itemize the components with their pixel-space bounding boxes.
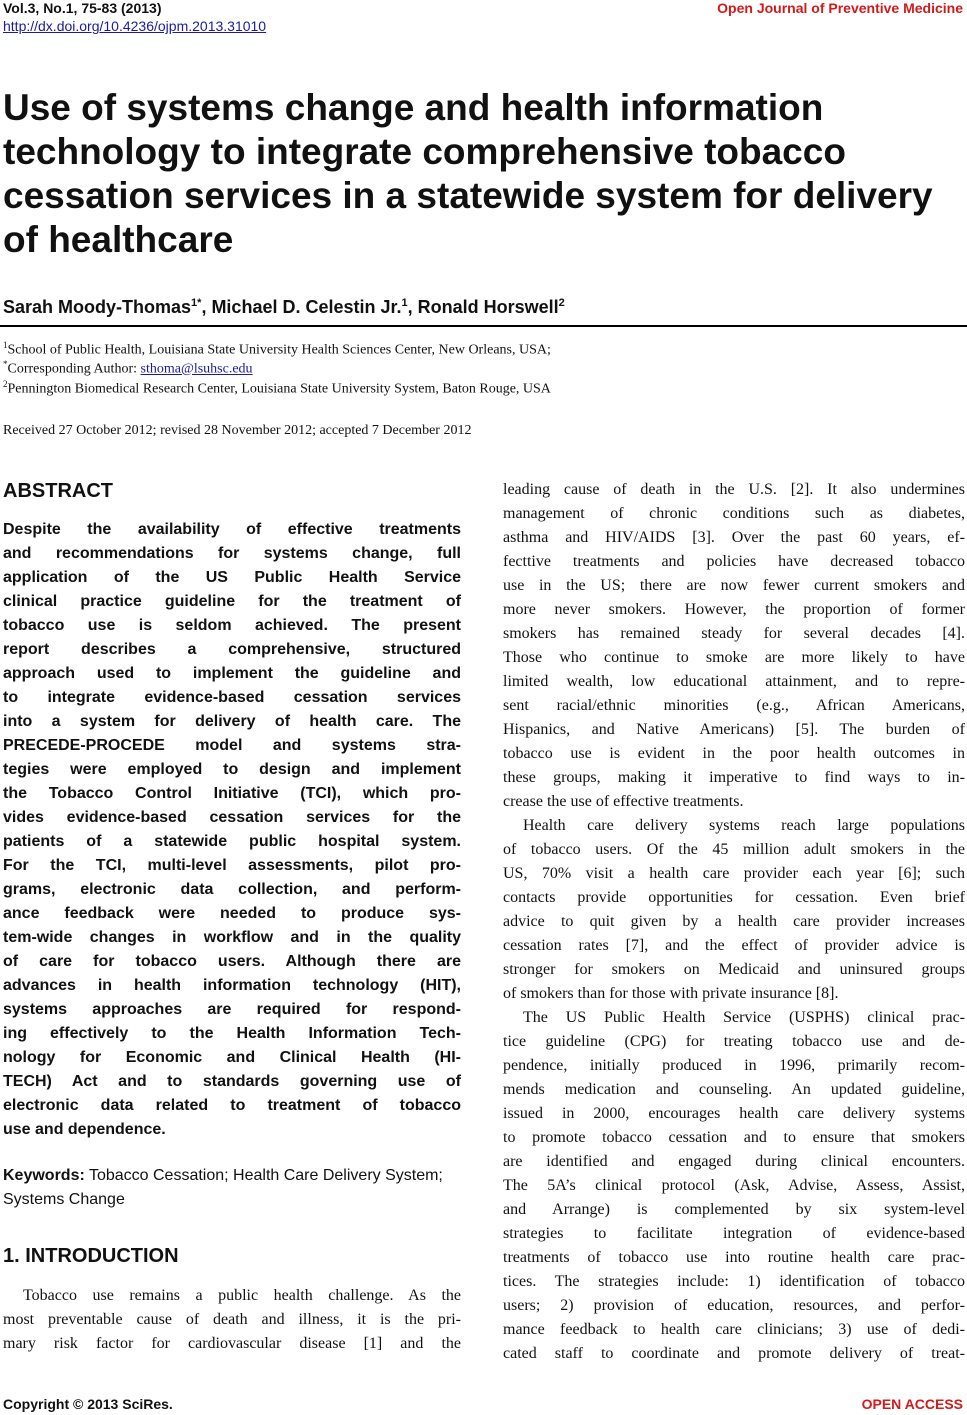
- doi-link[interactable]: http://dx.doi.org/10.4236/ojpm.2013.31010: [3, 18, 267, 34]
- text-line: crease the use of effective treatments.: [503, 793, 744, 810]
- text-line: ing effectively to the Health Information Tech-: [3, 1025, 461, 1042]
- text-line: to promote tobacco cessation and to ensure that smokers: [503, 1129, 965, 1146]
- text-line: stronger for smokers on Medicaid and uninsured groups: [503, 961, 965, 978]
- text-line: clinical practice guideline for the treatment of: [3, 593, 461, 610]
- journal-volume: Vol.3, No.1, 75-83 (2013): [3, 0, 162, 16]
- abstract-section: [3, 478, 461, 1142]
- keywords-label: Keywords:: [3, 1167, 85, 1184]
- received-dates: Received 27 October 2012; revised 28 November 2012; accepted 7 December 2012: [3, 423, 472, 438]
- abstract-heading: ABSTRACT: [3, 480, 113, 502]
- author-list: [3, 297, 565, 318]
- text-line: vides evidence-based cessation services for the: [3, 809, 461, 826]
- text-line: leading cause of death in the U.S. [2]. It also undermines: [503, 481, 965, 498]
- affiliation-mark: *: [3, 359, 8, 369]
- author-affiliation-mark: 1*: [191, 297, 202, 309]
- text-line: mance feedback to health care clinicians; 3) use of dedi-: [503, 1321, 965, 1338]
- text-line: Health care delivery systems reach large populations: [523, 817, 965, 834]
- text-line: smokers has remained steady for several decades [4].: [503, 625, 965, 642]
- text-line: Tobacco use remains a public health challenge. As the: [23, 1287, 461, 1304]
- affiliation-text: Pennington Biomedical Research Center, Louisiana State University System, Baton Rouge, USA: [7, 381, 551, 397]
- text-line: The US Public Health Service (USPHS) clinical prac-: [523, 1009, 965, 1026]
- title-line: of healthcare: [3, 219, 234, 260]
- text-line: report describes a comprehensive, structured: [3, 641, 461, 658]
- text-line: more never smokers. However, the proportion of former: [503, 601, 965, 618]
- corresponding-author-label: Corresponding Author:: [7, 361, 141, 377]
- text-line: advances in health information technology (HIT),: [3, 977, 461, 994]
- text-line: nology for Economic and Clinical Health (HI-: [3, 1049, 461, 1066]
- text-line: PRECEDE-PROCEDE model and systems stra-: [3, 737, 461, 754]
- abstract-body: [3, 518, 461, 1142]
- copyright-notice: Copyright © 2013 SciRes.: [3, 1396, 173, 1412]
- title-line: cessation services in a statewide system for delivery: [3, 175, 933, 216]
- text-line: asthma and HIV/AIDS [3]. Over the past 60 years, ef-: [503, 529, 965, 546]
- text-line: Despite the availability of effective treatments: [3, 521, 461, 538]
- author-affiliation-mark: 1: [401, 297, 408, 309]
- text-line: approach used to implement the guideline and: [3, 665, 461, 682]
- text-line: patients of a statewide public hospital system.: [3, 833, 461, 850]
- text-line: US, 70% visit a health care provider each year [6]; such: [503, 865, 965, 882]
- text-line: tegies were employed to design and implement: [3, 761, 461, 778]
- author-affiliation-mark: 2: [558, 297, 565, 309]
- affiliation: [3, 340, 551, 359]
- journal-name: Open Journal of Preventive Medicine: [717, 0, 963, 16]
- text-line: tices. The strategies include: 1) identification of tobacco: [503, 1273, 965, 1290]
- text-line: The 5A’s clinical protocol (Ask, Advise, Assess, Assist,: [503, 1177, 965, 1194]
- title-line: technology to integrate comprehensive tobacco: [3, 131, 846, 172]
- paper-title: [3, 86, 965, 262]
- text-line: cated staff to coordinate and promote delivery of treat-: [503, 1345, 965, 1362]
- text-line: into a system for delivery of health care. The: [3, 713, 461, 730]
- text-line: issued in 2000, encourages health care delivery systems: [503, 1105, 965, 1122]
- text-line: grams, electronic data collection, and perform-: [3, 881, 461, 898]
- text-line: TECH) Act and to standards governing use of: [3, 1073, 461, 1090]
- title-divider: [0, 325, 967, 327]
- text-line: tice guideline (CPG) for treating tobacco use and de-: [503, 1033, 965, 1050]
- text-line: and recommendations for systems change, full: [3, 545, 461, 562]
- text-line: application of the US Public Health Service: [3, 569, 461, 586]
- text-line: Those who continue to smoke are more likely to have: [503, 649, 965, 666]
- text-line: of smokers than for those with private insurance [8].: [503, 985, 839, 1002]
- title-line: Use of systems change and health information: [3, 87, 824, 128]
- text-line: these groups, making it imperative to find ways to in-: [503, 769, 965, 786]
- keywords-text: Tobacco Cessation; Health Care Delivery System; Systems Change: [3, 1167, 443, 1208]
- text-line: mends medication and counseling. An updated guideline,: [503, 1081, 965, 1098]
- text-line: electronic data related to treatment of tobacco: [3, 1097, 461, 1114]
- text-line: to integrate evidence-based cessation services: [3, 689, 461, 706]
- text-line: sent racial/ethnic minorities (e.g., African Americans,: [503, 697, 965, 714]
- text-line: use in the US; there are now fewer current smokers and: [503, 577, 965, 594]
- text-line: tobacco use is evident in the poor health outcomes in: [503, 745, 965, 762]
- open-access-label: OPEN ACCESS: [861, 1396, 963, 1412]
- keywords: [3, 1164, 461, 1212]
- text-line: the Tobacco Control Initiative (TCI), which pro-: [3, 785, 461, 802]
- text-line: cessation rates [7], and the effect of provider advice is: [503, 937, 965, 954]
- text-line: contacts provide opportunities for cessation. Even brief: [503, 889, 965, 906]
- introduction-body: [3, 1284, 461, 1356]
- text-line: of tobacco users. Of the 45 million adult smokers in the: [503, 841, 965, 858]
- email-link[interactable]: sthoma@lsuhsc.edu: [140, 361, 253, 377]
- author-name: Sarah Moody-Thomas: [3, 297, 192, 317]
- text-line: mary risk factor for cardiovascular disease [1] and the: [3, 1335, 461, 1352]
- text-line: of care for tobacco users. Although there are: [3, 953, 461, 970]
- text-line: management of chronic conditions such as diabetes,: [503, 505, 965, 522]
- affiliation-mark: 1: [3, 340, 8, 350]
- affiliation: [3, 379, 551, 398]
- text-line: strategies to facilitate integration of evidence-based: [503, 1225, 965, 1242]
- text-line: and Arrange) is complemented by six system-level: [503, 1201, 965, 1218]
- text-line: fecttive treatments and policies have decreased tobacco: [503, 553, 965, 570]
- text-line: tobacco use is seldom achieved. The present: [3, 617, 461, 634]
- affiliation-mark: 2: [3, 379, 8, 389]
- section-heading-introduction: 1. INTRODUCTION: [3, 1245, 179, 1267]
- text-line: Hispanics, and Native Americans) [5]. The burden of: [503, 721, 965, 738]
- affiliation-text: School of Public Health, Louisiana State University Health Sciences Center, New Orleans, USA;: [7, 342, 551, 358]
- text-line: pendence, initially produced in 1996, primarily recom-: [503, 1057, 965, 1074]
- text-line: use and dependence.: [3, 1121, 166, 1138]
- text-line: tem-wide changes in workflow and in the quality: [3, 929, 461, 946]
- text-line: ance feedback were needed to produce sys-: [3, 905, 461, 922]
- text-line: For the TCI, multi-level assessments, pilot pro-: [3, 857, 461, 874]
- text-line: most preventable cause of death and illness, it is the pri-: [3, 1311, 461, 1328]
- right-column-text: [503, 478, 965, 1366]
- author-name: , Michael D. Celestin Jr.: [201, 297, 402, 317]
- text-line: are identified and engaged during clinical encounters.: [503, 1153, 965, 1170]
- text-line: limited wealth, low educational attainment, and to repre-: [503, 673, 965, 690]
- text-line: treatments of tobacco use into routine health care prac-: [503, 1249, 965, 1266]
- text-line: users; 2) provision of education, resources, and perfor-: [503, 1297, 965, 1314]
- text-line: advice to quit given by a health care provider increases: [503, 913, 965, 930]
- corresponding-author: [3, 359, 253, 378]
- author-name: , Ronald Horswell: [407, 297, 559, 317]
- text-line: systems approaches are required for respond-: [3, 1001, 461, 1018]
